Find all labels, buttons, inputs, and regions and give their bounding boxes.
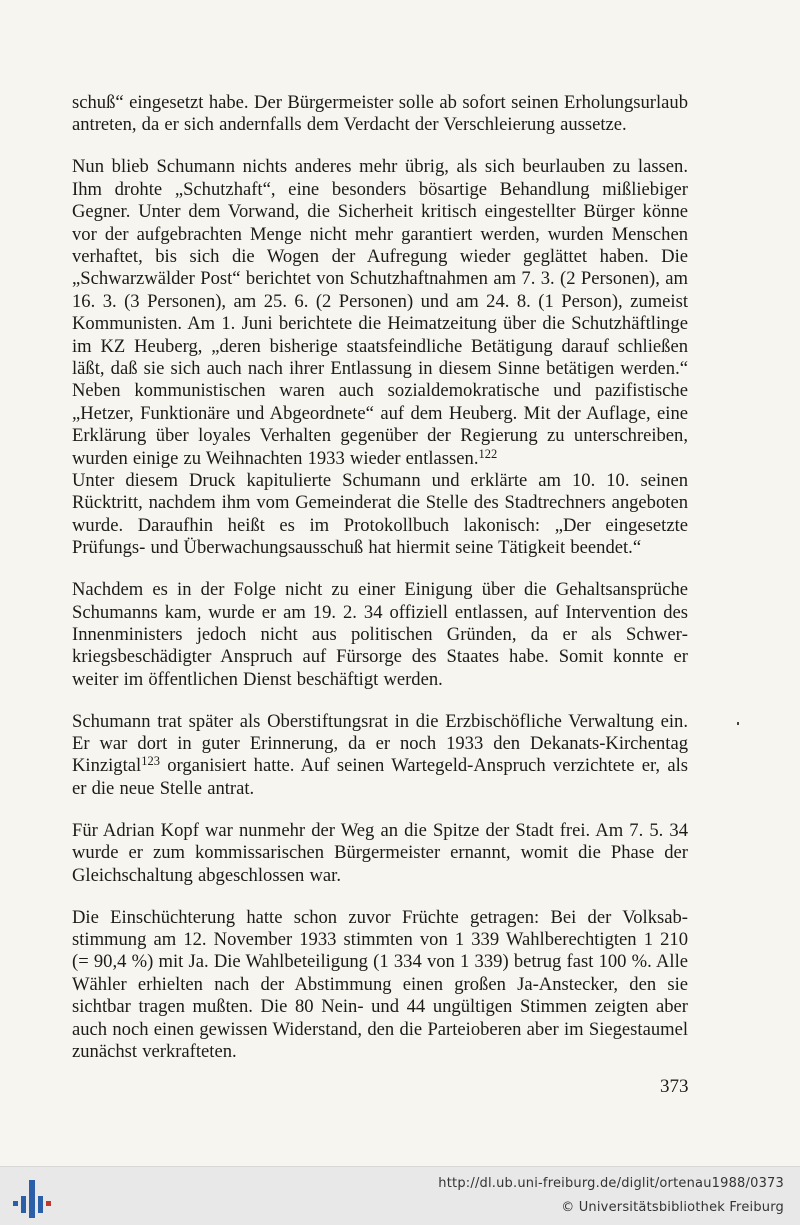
paragraph <box>72 156 688 470</box>
margin-mark <box>737 722 739 725</box>
paragraph: Die Einschüchterung hatte schon zuvor Früchte getragen: Bei der Volksabstimmung am 12. November 1933 stimmten von 1 339 Wahlberechtigten 1 210 (= 90,4 %) mit Ja. Die Wahlbeteiligung (1 334 von 1 339) betrug fast 100 %. Alle Wähler erhielten nach der Abstimmung einen großen Ja-Anstecker, den sie sichtbar tragen mußten. Die 80 Nein- und 44 ungültigen Stimmen zeigten aber auch noch einen gewissen Widerstand, den die Parteioberen aber im Siegestaumel zunächst verkrafteten. <box>72 906 688 1062</box>
body-text <box>72 92 688 1083</box>
paragraph: Nachdem es in der Folge nicht zu einer Einigung über die Gehaltsansprüche Schumanns kam, wurde er am 19. 2. 34 offiziell entlassen, auf Intervention des Innenministers jedoch nicht aus politischen Gründen, da er als Schwerkriegsbeschädigter Anspruch auf Fürsorge des Staates habe. Somit konnte er weiter im öffentlichen Dienst beschäftigt werden. <box>72 579 688 690</box>
footnote-ref: 123 <box>141 754 160 769</box>
paragraph-text: organisiert hatte. Auf seinen Wartegeld-Anspruch verzichtete er, als er die neue Stelle antrat. <box>72 755 688 799</box>
footnote-ref: 122 <box>478 446 498 461</box>
paragraph: Unter diesem Druck kapitulierte Schumann und erklärte am 10. 10. seinen Rücktritt, nachdem ihm vom Gemeinderat die Stelle des Stadtrechners angeboten wurde. Daraufhin heißt es im Protokollbuch lakonisch: „Der eingesetzte Prüfungs- und Überwachungsausschuß hat hiermit seine Tätigkeit beendet.“ <box>72 470 688 559</box>
page-number: 373 <box>660 1076 689 1097</box>
paragraph-text: Nun blieb Schumann nichts anderes mehr übrig, als sich beurlauben zu lassen. Ihm drohte „Schutzhaft“, eine besonders bösartige Behandlung mißliebiger Gegner. Unter dem Vorwand, die Sicherheit kritisch eingestellter Bürger könne vor der aufgebrachten Menge nicht mehr garantiert werden, wurden Menschen verhaftet, bis sich die Wogen der Aufregung wieder geglättet haben. Die „Schwarzwälder Post“ berichtet von Schutzhaftnahmen am 7. 3. (2 Personen), am 16. 3. (3 Personen), am 25. 6. (2 Personen) und am 24. 8. (1 Person), zumeist Kommunisten. Am 1. Juni berichtete die Heimatzeitung über die Schutzhäftlinge im KZ Heuberg, „deren bisherige staatsfeindliche Betätigung darauf schließen läßt, daß sie sich auch nach ihrer Entlassung in diesem Sinne betätigen werden.“ Neben kommunistischen waren auch sozialdemokratische und pazifistische „Hetzer, Funktionäre und Abgeordnete“ auf dem Heuberg. Mit der Auflage, eine Erklärung über loyales Verhalten gegenüber der Regierung zu unterschreiben, wurden einige zu Weihnachten 1933 wieder entlassen. <box>72 156 688 469</box>
footer-bar <box>0 1166 800 1225</box>
paragraph: schuß“ eingesetzt habe. Der Bürgermeister solle ab sofort seinen Erholungsurlaub antreten, da er sich andernfalls dem Verdacht der Verschleierung aussetze. <box>72 92 688 136</box>
paragraph-text: Schumann trat später als Oberstiftungsrat in die Erzbischöfliche Verwaltung ein. Er war dort in guter Erinnerung, da er noch 1933 den Dekanats-Kirchentag Kinzigtal <box>72 710 688 777</box>
paragraph <box>72 711 688 801</box>
paragraph: Für Adrian Kopf war nunmehr der Weg an die Spitze der Stadt frei. Am 7. 5. 34 wurde er zum kommissarischen Bürgermeister ernannt, womit die Phase der Gleichschaltung abgeschlossen war. <box>72 819 688 886</box>
copyright-text: © Universitätsbibliothek Freiburg <box>561 1200 784 1215</box>
permalink-url[interactable]: http://dl.ub.uni-freiburg.de/diglit/ortenau1988/0373 <box>438 1176 784 1191</box>
ub-freiburg-logo-icon <box>10 1174 54 1220</box>
